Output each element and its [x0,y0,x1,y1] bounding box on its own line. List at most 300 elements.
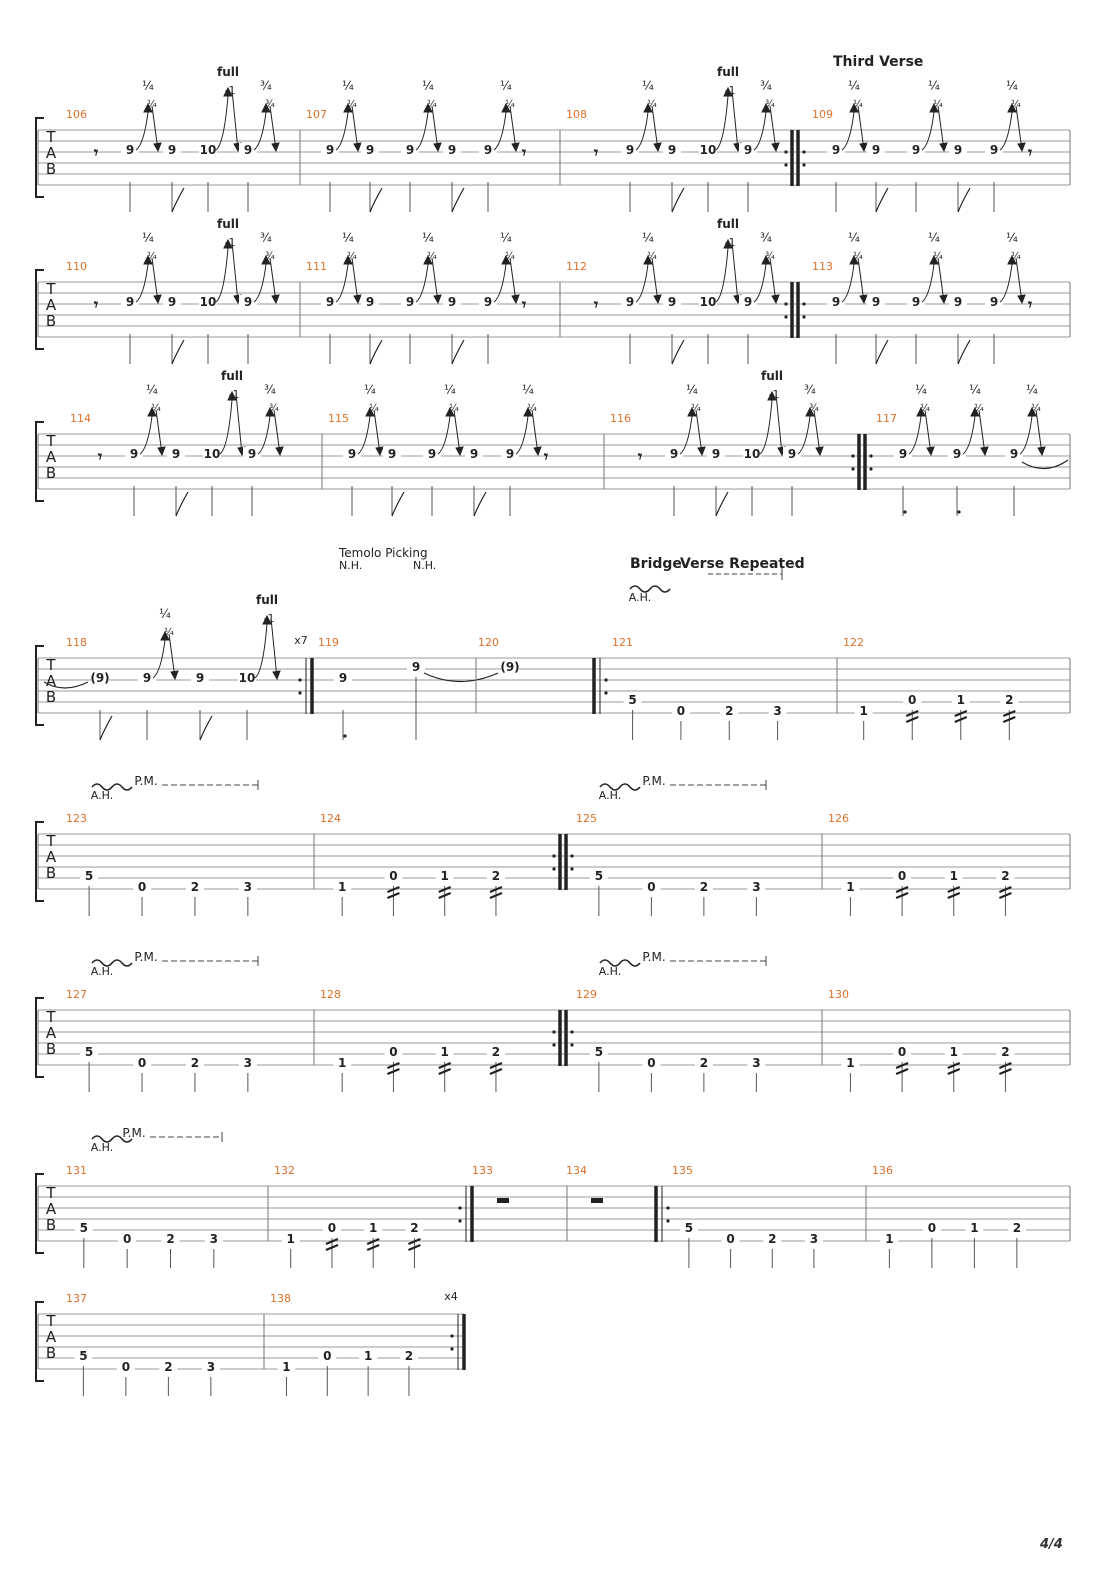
m131-note-2: 0 [122,1232,132,1246]
m118-repeat-count: x7 [294,634,308,647]
repeat-end-138-dot1 [450,1334,453,1337]
pm-123-label: P.M. [134,774,158,788]
m108-bend-3-label-sub: ¾ [765,99,775,110]
m106-bend-3-release-head [272,143,279,151]
pm-125-label: P.M. [642,774,666,788]
repeat-start-117-dot2 [869,467,872,470]
m113-note-1: 9 [831,295,841,309]
m114-bend-1-release-head [158,447,165,455]
m107-bend-3-label: ¼ [500,79,512,93]
m138-note-1: 1 [282,1360,291,1374]
m109-bend-2-release-head [940,143,947,151]
m110-n2-flag [172,340,184,364]
m111-note-3: 9 [405,295,415,309]
m126-note-4: 2 [1001,869,1010,883]
m108-bend-3-release-head [772,143,779,151]
m122-note-4: 2 [1005,693,1014,707]
system-5-letter-T: T [46,832,56,850]
m118-bend-2-release-head [273,671,280,679]
m109-note-2: 9 [871,143,881,157]
repeat-start-125-dot1 [570,854,573,857]
m106-number: 106 [66,108,87,121]
m113-number: 113 [812,260,833,273]
m109-rest: 𝄾 [1027,143,1033,162]
m108-bend-1-label: ¼ [642,79,654,93]
m109-bend-2-label-sub: ¼ [933,99,943,110]
system-5-letter-B: B [45,864,57,882]
m118-n3-flag [200,716,212,740]
m110-bend-3-label: ¾ [260,231,272,245]
m111-note-1: 9 [325,295,335,309]
m127-note-3: 2 [190,1056,200,1070]
system-1-letter-B: B [45,160,57,178]
m107-note-3: 9 [405,143,415,157]
m116-note-1: 9 [669,447,679,461]
m109-note-1: 9 [831,143,841,157]
repeat-end-108-dot2 [784,163,787,166]
m118-note-2: 9 [142,671,152,685]
m134-whole-rest [591,1198,603,1203]
system-6-letter-T: T [46,1008,56,1026]
repeat-start-135-dot2 [666,1219,669,1222]
m108-rest: 𝄾 [593,143,599,162]
m107-note-4: 9 [447,143,457,157]
system-1-letter-A: A [45,144,57,162]
system-3-letter-B: B [45,464,57,482]
m119-n1-dot [343,734,346,737]
pm-127-label: P.M. [134,950,158,964]
m137-note-3: 2 [164,1360,173,1374]
m135-note-2: 0 [726,1232,735,1246]
m107-rest: 𝄾 [521,143,527,162]
system-2-letter-B: B [45,312,57,330]
m136-note-1: 1 [885,1232,894,1246]
m115-bend-1-release-head [376,447,383,455]
m108-bend-2-label: full [717,65,739,79]
m107-bend-3-release-head [512,143,519,151]
m118-bend-1-release-head [171,671,178,679]
m121-note-3: 2 [725,704,734,718]
m130-note-2: 0 [897,1045,907,1059]
m126-number: 126 [828,812,849,825]
m113-note-4: 9 [953,295,963,309]
section-bridge: Bridge [630,556,682,572]
m137-note-1: 5 [79,1349,88,1363]
m112-bend-2-curve [716,248,728,302]
m124-note-4: 2 [491,869,501,883]
m138-note-3: 1 [363,1349,373,1363]
m123-note-3: 2 [190,880,200,894]
m118-note-1: (9) [90,671,110,685]
system-2-letter-T: T [46,280,56,298]
m109-bend-1-label: ¼ [848,79,860,93]
m109-note-3: 9 [911,143,921,157]
m132-note-4: 2 [410,1221,419,1235]
ah-129-label: A.H. [598,965,622,978]
m117-note-1: 9 [898,447,908,461]
ah-121-label: A.H. [628,591,652,604]
m121-note-1: 5 [628,693,637,707]
m107-bend-2-label-sub: ¼ [427,99,437,110]
m125-note-1: 5 [594,869,604,883]
repeat-end-112-dot2 [784,315,787,318]
m137-note-4: 3 [206,1360,216,1374]
m117-bend-2-label: ¼ [969,383,981,397]
m115-note-4: 9 [469,447,479,461]
m114-bend-3-label-sub: ¾ [269,403,279,414]
m126-note-1: 1 [846,880,855,894]
m111-bend-3-label-sub: ¼ [505,251,515,262]
m110-bend-1-label-sub: ¼ [147,251,157,262]
m110-note-3: 10 [199,295,217,309]
m112-number: 112 [566,260,587,273]
m118-bend-2-label-sub: -1 [263,612,275,625]
m129-note-2: 0 [647,1056,656,1070]
m116-bend-1-release-head [698,447,705,455]
m128-number: 128 [320,988,341,1001]
m114-note-1: 9 [129,447,139,461]
m118-number: 118 [66,636,87,649]
section-third-verse: Third Verse [833,54,924,70]
m124-note-2: 0 [389,869,398,883]
m112-note-1: 9 [625,295,635,309]
m113-note-5: 9 [989,295,999,309]
m123-number: 123 [66,812,87,825]
repeat-end-128-dot2 [552,1043,555,1046]
m111-bend-3-label: ¼ [500,231,512,245]
m115-n2-flag [392,492,404,516]
m125-note-3: 2 [699,880,709,894]
repeat-end-112-dot1 [784,302,787,305]
m112-rest: 𝄾 [593,295,599,314]
m117-bend-3-release-head [1038,447,1045,455]
m117-bend-3-label-sub: ¼ [1031,403,1041,414]
m128-note-1: 1 [338,1056,347,1070]
m117-note-3: 9 [1009,447,1019,461]
m136-note-4: 2 [1012,1221,1022,1235]
m116-note-4: 9 [787,447,797,461]
repeat-start-129-dot1 [570,1030,573,1033]
m113-bend-3-label: ¼ [1006,231,1018,245]
m122-note-3: 1 [956,693,965,707]
m106-bend-1-label: ¼ [142,79,154,93]
m110-bend-2-label: full [217,217,239,231]
m114-rest: 𝄾 [97,447,103,466]
m116-bend-1-label-sub: ¼ [691,403,701,414]
m115-rest: 𝄾 [543,447,549,466]
m116-number: 116 [610,412,631,425]
m115-note-1: 9 [347,447,357,461]
m112-bend-1-label-sub: ¼ [647,251,657,262]
m115-note-3: 9 [427,447,437,461]
m111-note-2: 9 [365,295,375,309]
m125-note-2: 0 [647,880,656,894]
m131-note-4: 3 [209,1232,219,1246]
m117-bend-2-label-sub: ¼ [974,403,984,414]
m109-bend-1-label-sub: ¼ [853,99,863,110]
m108-note-4: 9 [743,143,753,157]
m112-bend-1-release-head [654,295,661,303]
m114-bend-2-curve [220,400,232,454]
m118-bend-2-curve [255,624,267,678]
m109-bend-3-release-head [1018,143,1025,151]
m112-bend-1-label: ¼ [642,231,654,245]
m114-note-4: 9 [247,447,257,461]
m136-number: 136 [872,1164,893,1177]
m106-bend-3-label-sub: ¾ [265,99,275,110]
m114-bend-3-release-head [276,447,283,455]
m118-bend-1-label-sub: ¼ [164,627,174,638]
repeat-end-128-dot1 [552,1030,555,1033]
m113-n4-flag [958,340,970,364]
m111-bend-2-release-head [434,295,441,303]
m113-bend-2-label-sub: ¼ [933,251,943,262]
m136-note-2: 0 [927,1221,937,1235]
system-1-letter-T: T [46,128,56,146]
m118-n1-flag [100,716,112,740]
m138-number: 138 [270,1292,291,1305]
system-4-letter-T: T [46,656,56,674]
m107-n2-flag [370,188,382,212]
m116-bend-3-label: ¾ [804,383,816,397]
m135-note-4: 3 [809,1232,819,1246]
m107-n4-flag [452,188,464,212]
m113-rest: 𝄾 [1027,295,1033,314]
m113-bend-1-label-sub: ¼ [853,251,863,262]
repeat-start-109-dot2 [802,163,805,166]
m112-bend-3-label: ¾ [760,231,772,245]
m110-bend-1-release-head [154,295,161,303]
m106-note-1: 9 [125,143,135,157]
m128-note-2: 0 [389,1045,398,1059]
m135-note-1: 5 [684,1221,694,1235]
m127-note-4: 3 [243,1056,253,1070]
m109-bend-2-label: ¼ [928,79,940,93]
m138-note-4: 2 [404,1349,414,1363]
repeat-end-138-dot2 [450,1347,453,1350]
m116-bend-1-label: ¼ [686,383,698,397]
m120-note-1: (9) [500,660,520,674]
m115-bend-3-release-head [534,447,541,455]
m136-note-3: 1 [970,1221,979,1235]
ah-127-label: A.H. [90,965,114,978]
m128-note-4: 2 [491,1045,501,1059]
m110-bend-2-curve [216,248,228,302]
m115-number: 115 [328,412,349,425]
section-verse-repeated: Verse Repeated [680,556,805,572]
m137-note-2: 0 [121,1360,131,1374]
system-4-letter-A: A [45,672,57,690]
m116-bend-3-label-sub: ¾ [809,403,819,414]
m113-bend-3-label-sub: ¼ [1011,251,1021,262]
m107-bend-2-release-head [434,143,441,151]
m118-note-3: 9 [195,671,205,685]
m133-whole-rest [497,1198,509,1203]
m109-bend-1-release-head [860,143,867,151]
repeat-end-132-dot2 [458,1219,461,1222]
m108-note-2: 9 [667,143,677,157]
m110-bend-1-label: ¼ [142,231,154,245]
m116-rest: 𝄾 [637,447,643,466]
system-7-letter-B: B [45,1216,57,1234]
m132-number: 132 [274,1164,295,1177]
m119-note-1: 9 [338,671,348,685]
m107-number: 107 [306,108,327,121]
repeat-end-116-dot2 [851,467,854,470]
m123-note-2: 0 [137,880,147,894]
repeat-start-117-dot1 [869,454,872,457]
m133-number: 133 [472,1164,493,1177]
system-3-letter-T: T [46,432,56,450]
m116-bend-2-label-sub: -1 [768,388,780,401]
repeat-end-124-dot1 [552,854,555,857]
m124-number: 124 [320,812,341,825]
m130-note-4: 2 [1001,1045,1010,1059]
m109-note-5: 9 [989,143,999,157]
m115-bend-2-release-head [456,447,463,455]
m108-note-1: 9 [625,143,635,157]
m122-note-1: 1 [859,704,868,718]
nh-label-1: N.H. [339,559,363,572]
m129-note-1: 5 [594,1045,604,1059]
m121-note-2: 0 [676,704,686,718]
m117-bend-1-label: ¼ [915,383,927,397]
m110-number: 110 [66,260,87,273]
m106-bend-1-release-head [154,143,161,151]
m106-bend-2-label: full [217,65,239,79]
m108-number: 108 [566,108,587,121]
m112-note-3: 10 [699,295,717,309]
m115-bend-2-label: ¼ [444,383,456,397]
repeat-end-132-dot1 [458,1206,461,1209]
m111-bend-3-release-head [512,295,519,303]
m113-note-2: 9 [871,295,881,309]
m117-bend-1-label-sub: ¼ [920,403,930,414]
m107-bend-1-label: ¼ [342,79,354,93]
repeat-start-135-dot1 [666,1206,669,1209]
m106-bend-2-curve [216,96,228,150]
repeat-start-121-dot2 [604,691,607,694]
m115-bend-3-label-sub: ¼ [527,403,537,414]
m130-note-1: 1 [846,1056,855,1070]
repeat-start-113-dot1 [802,302,805,305]
m121-number: 121 [612,636,633,649]
system-6-letter-B: B [45,1040,57,1058]
system-8-letter-T: T [46,1312,56,1330]
m110-note-4: 9 [243,295,253,309]
m127-number: 127 [66,988,87,1001]
pm-131-label: P.M. [122,1126,146,1140]
m117-note-2: 9 [952,447,962,461]
m119-number: 119 [318,636,339,649]
m128-note-3: 1 [440,1045,449,1059]
system-7-letter-T: T [46,1184,56,1202]
m135-number: 135 [672,1164,693,1177]
page-number: 4/4 [1040,1537,1063,1552]
m114-bend-1-label-sub: ¼ [151,403,161,414]
m132-note-3: 1 [369,1221,378,1235]
m110-note-2: 9 [167,295,177,309]
m109-n4-flag [958,188,970,212]
m117-bend-2-release-head [981,447,988,455]
m115-bend-3-label: ¼ [522,383,534,397]
m113-bend-2-label: ¼ [928,231,940,245]
m129-number: 129 [576,988,597,1001]
ah-123-label: A.H. [90,789,114,802]
m114-number: 114 [70,412,91,425]
system-4-letter-B: B [45,688,57,706]
m122-number: 122 [843,636,864,649]
m138-repeat-count: x4 [444,1290,458,1303]
system-8-letter-B: B [45,1344,57,1362]
m106-note-3: 10 [199,143,217,157]
m111-number: 111 [306,260,327,273]
m123-note-1: 5 [84,869,94,883]
m111-n4-flag [452,340,464,364]
m106-bend-3-label: ¾ [260,79,272,93]
repeat-end-118-dot1 [298,678,301,681]
m112-note-4: 9 [743,295,753,309]
m108-bend-1-release-head [654,143,661,151]
m138-note-2: 0 [323,1349,332,1363]
m108-note-3: 10 [699,143,717,157]
repeat-start-113-dot2 [802,315,805,318]
m108-bend-3-label: ¾ [760,79,772,93]
m116-bend-2-curve [760,400,772,454]
system-5-letter-A: A [45,848,57,866]
m131-number: 131 [66,1164,87,1177]
m110-bend-3-label-sub: ¾ [265,251,275,262]
m109-note-4: 9 [953,143,963,157]
m107-bend-1-release-head [354,143,361,151]
m107-note-2: 9 [365,143,375,157]
m109-n2-flag [876,188,888,212]
ah-125-label: A.H. [598,789,622,802]
m106-note-2: 9 [167,143,177,157]
m130-number: 130 [828,988,849,1001]
repeat-start-121-dot1 [604,678,607,681]
m127-note-1: 5 [84,1045,94,1059]
m111-bend-1-label-sub: ¼ [347,251,357,262]
m113-n2-flag [876,340,888,364]
m114-note-2: 9 [171,447,181,461]
m114-bend-2-label-sub: -1 [228,388,240,401]
m106-rest: 𝄾 [93,143,99,162]
m106-bend-2-label-sub: -1 [224,84,236,97]
m113-note-3: 9 [911,295,921,309]
m115-note-2: 9 [387,447,397,461]
m126-note-2: 0 [897,869,907,883]
m117-n1-dot [903,510,906,513]
m118-bend-1-label: ¼ [159,607,171,621]
system-2-letter-A: A [45,296,57,314]
m130-note-3: 1 [949,1045,958,1059]
m113-bend-3-release-head [1018,295,1025,303]
m109-number: 109 [812,108,833,121]
m114-bend-3-label: ¾ [264,383,276,397]
repeat-start-125-dot2 [570,867,573,870]
m116-bend-3-release-head [816,447,823,455]
m126-note-3: 1 [949,869,958,883]
m114-bend-1-label: ¼ [146,383,158,397]
system-7-letter-A: A [45,1200,57,1218]
m122-note-2: 0 [908,693,917,707]
m111-bend-2-label: ¼ [422,231,434,245]
tremolo-picking-label: Temolo Picking [339,546,428,560]
m114-note-3: 10 [203,447,221,461]
m113-bend-2-release-head [940,295,947,303]
m117-n2-dot [957,510,960,513]
